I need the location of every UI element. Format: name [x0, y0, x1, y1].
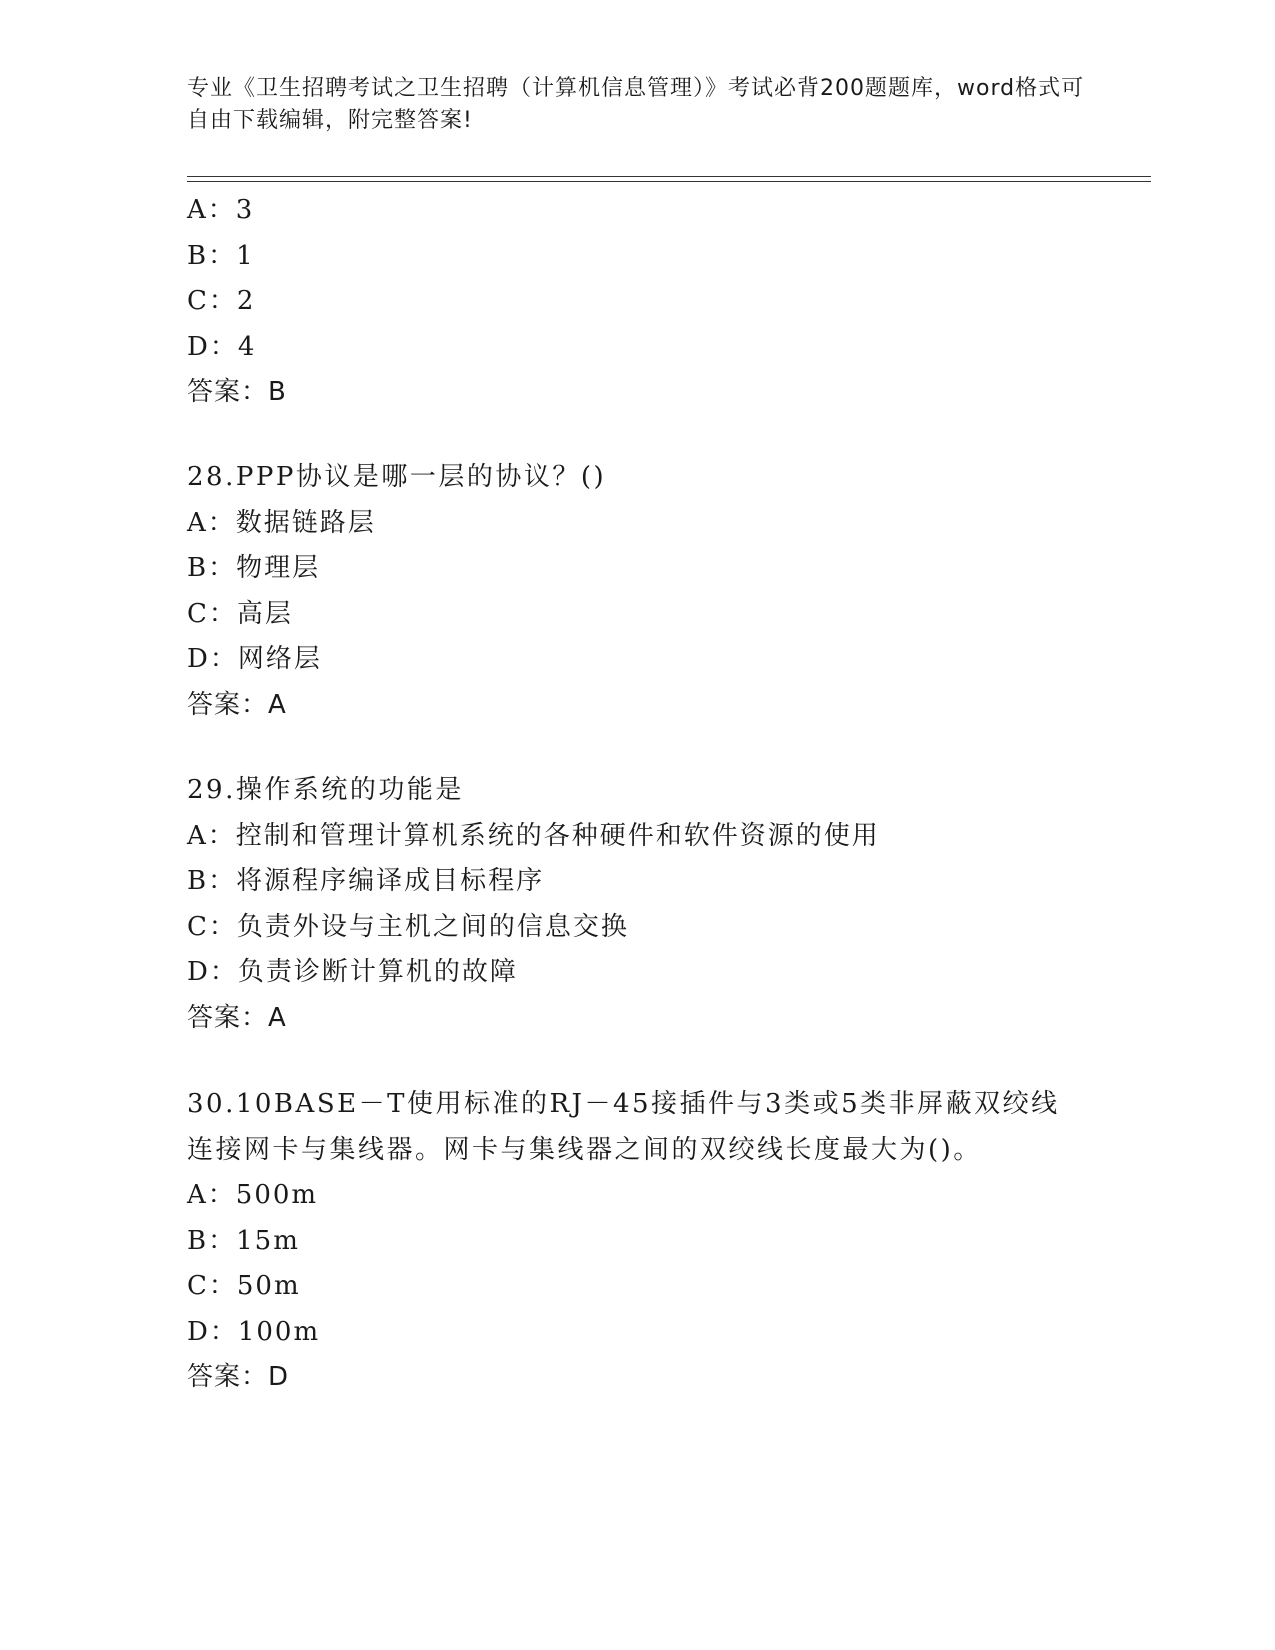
header-rule-bottom: [187, 181, 1151, 182]
option-c: C：2: [187, 286, 256, 316]
option-d: D：100m: [187, 1316, 321, 1347]
option-b: B：15m: [187, 1225, 300, 1256]
option-a: A：500m: [187, 1180, 319, 1210]
question-text: 30.10BASE－T使用标准的RJ－45接插件与3类或5类非屏蔽双绞线连接网卡与集线器。网卡与集线器之间的双绞线长度最大为()。: [187, 1089, 1060, 1165]
option-b: B：1: [187, 240, 255, 271]
option-d: D：负责诊断计算机的故障: [187, 957, 518, 987]
document-header: 专业《卫生招聘考试之卫生招聘（计算机信息管理）》考试必背200题题库，word格式可自由下载编辑，附完整答案!: [187, 76, 1085, 133]
question-text: 29.操作系统的功能是: [187, 775, 464, 805]
question-text: 28.PPP协议是哪一层的协议？(): [187, 462, 607, 492]
option-c: C：高层: [187, 598, 293, 629]
option-b: B：物理层: [187, 553, 321, 583]
header-rule-top: [187, 176, 1151, 177]
option-a: A：控制和管理计算机系统的各种硬件和软件资源的使用: [187, 820, 880, 851]
question-29: [187, 768, 1087, 1041]
option-d: D：网络层: [187, 644, 322, 674]
option-a: A：数据链路层: [187, 507, 376, 538]
answer: 答案：A: [187, 689, 287, 720]
question-30: [187, 1082, 1087, 1401]
question-28: [187, 455, 1087, 728]
option-c: C：负责外设与主机之间的信息交换: [187, 911, 629, 942]
answer: 答案：B: [187, 377, 287, 407]
answer: 答案：A: [187, 1002, 287, 1033]
option-c: C：50m: [187, 1271, 301, 1301]
option-b: B：将源程序编译成目标程序: [187, 866, 545, 896]
answer: 答案：D: [187, 1362, 290, 1392]
option-d: D：4: [187, 331, 257, 362]
question-27: [187, 188, 1087, 416]
option-a: A：3: [187, 195, 255, 225]
